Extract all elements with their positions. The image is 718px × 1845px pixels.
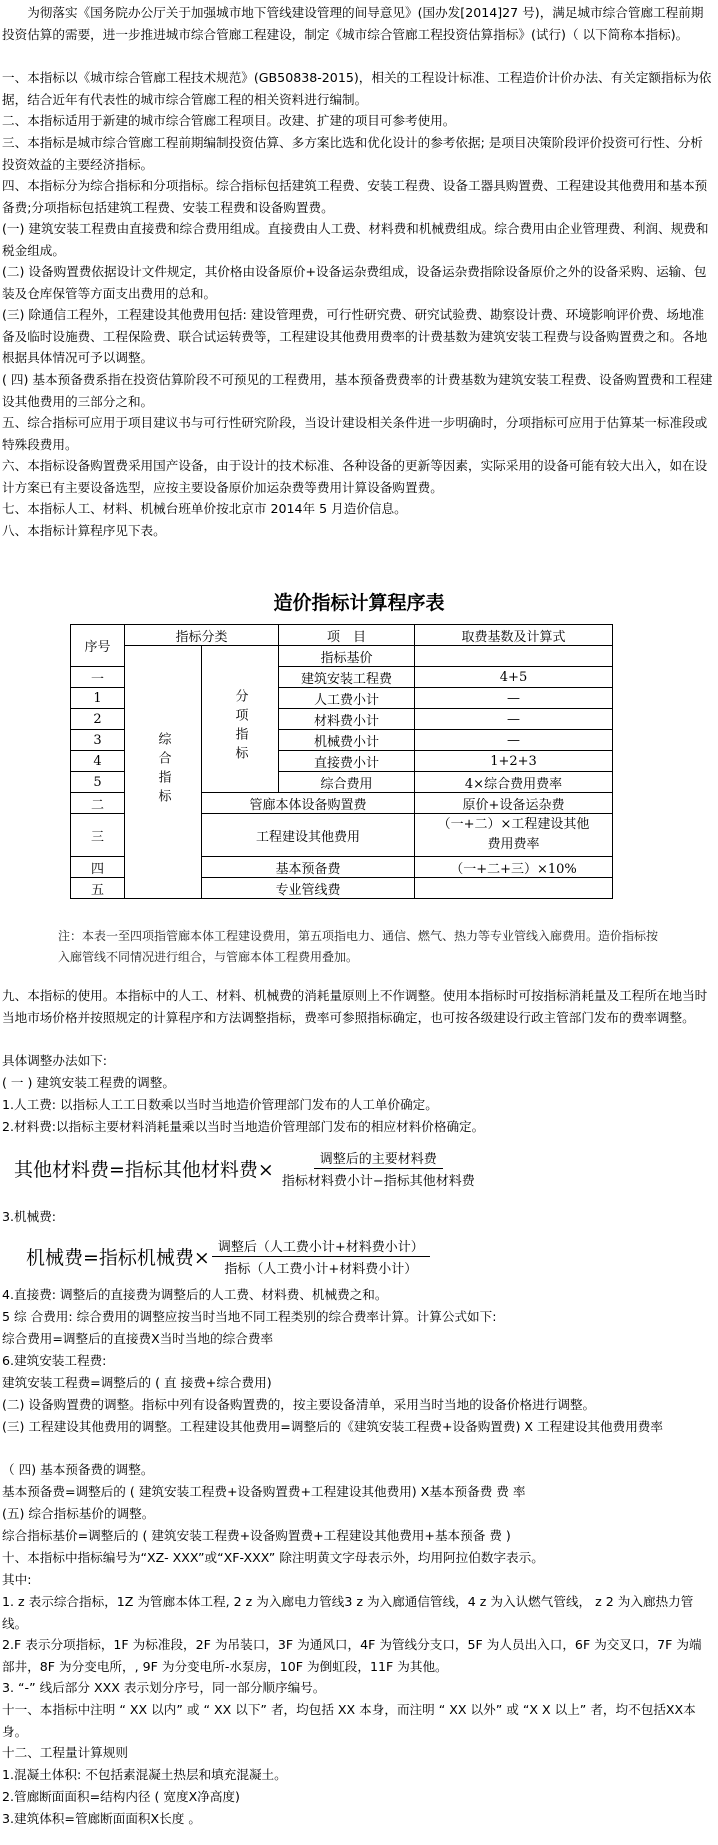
code-f: 2.F 表示分项指标，1F 为标准段，2F 为吊装口，3F 为通风口，4F 为管线分支口，5F 为人员出入口，6F 为交叉口，7F 为端部井，8F 为分变电所，, 9F 为分变电所-水泵房，10F 为倒虹段，11F 为其他。 [2,1637,702,1674]
adjust-composite: 5 综 合费用: 综合费用的调整应按当时当地不同工程类别的综合费率计算。计算公式如下: [2,1309,497,1324]
rule-concrete: 1.混凝土体积: 不包括素混凝土热层和填充混凝土。 [2,1767,287,1782]
formula-composite: 综合费用=调整后的直接费X当时当地的综合费率 [2,1331,274,1346]
clause-11: 十一、本指标中注明 “ XX 以内” 或 “ XX 以下” 者，均包括 XX 本身，而注明 “ XX 以外” 或 “X X 以上” 者，均不包括XX本身。 [2,1702,696,1739]
clause-8: 八、本指标计算程序见下表。 [2,523,166,538]
table-header-row [71,625,613,646]
clause-1: 一、本指标以《城市综合管廊工程技术规范》(GB50838-2015)，相关的工程设计标准、工程造价计价办法、有关定额指标为依据，结合近年有代表性的城市综合管廊工程的相关资料进行编制。 [2,70,712,107]
intro-paragraph: 为彻落实《国务院办公厅关于加强城市地下管线建设管理的间导意见》(国办发[2014]27 号)，满足城市综合管廊工程前期投资估算的需要，进一步推进城市综合管廊工程建设，制定《城市综合管廊工程投资估算指标》(试行)（ 以下简称本指标)。 [2,5,704,42]
code-z: 1. z 表示综合指标，1Z 为管廊本体工程, 2 z 为入廊电力管线3 z 为入廊通信管线，4 z 为入认燃气管线， z 2 为入廊热力管线。 [2,1594,694,1631]
adjust-4: （ 四) 基本预备费的调整。 [2,1462,154,1477]
row-item: 机械费小计 [279,730,415,751]
clause-4-2: (二) 设备购置费依据设计文件规定，其价格由设备原价+设备运杂费组成，设备运杂费指除设备原价之外的设备采购、运输、包装及仓库保管等方面支出费用的总和。 [2,264,707,301]
row-item: 工程建设其他费用 [202,814,415,857]
row-item: 指标基价 [279,646,415,667]
clause-5: 五、综合指标可应用于项目建议书与可行性研究阶段，当设计建设相关条件进一步明确时，分项指标可应用于估算某一标准段或特殊段费用。 [2,415,708,452]
row-item: 基本预备费 [202,857,415,878]
row-basis: 原价+设备运杂费 [415,793,613,814]
formula2-numerator: 调整后（人工费小计+材料费小计） [212,1236,430,1257]
clause-7: 七、本指标人工、材料、机械台班单价按北京市 2014年 5 月造价信息。 [2,501,407,516]
formula-base-price: 综合指标基价=调整后的 ( 建筑安装工程费+设备购置费+工程建设其他费用+基本预备 费 ) [2,1528,511,1543]
row-seq: 4 [71,751,125,772]
adjust-direct: 4.直接费: 调整后的直接费为调整后的人工费、材料费、机械费之和。 [2,1287,388,1302]
row-basis: — [415,709,613,730]
adjust-material: 2.材料费:以指标主要材料消耗量乘以当时当地造价管理部门发布的相应材料价格确定。 [2,1119,485,1134]
row-basis: — [415,730,613,751]
code-dash: 3. “-” 线后部分 XXX 表示划分序号，同一部分顺序编号。 [2,1680,326,1695]
row-basis: 4+5 [415,667,613,688]
adjust-machinery-label: 3.机械费: [2,1209,57,1224]
table-note: 注：本表一至四项指管廊本体工程建设费用，第五项指电力、通信、燃气、热力等专业管线入廊费用。造价指标按入廊管线不同情况进行组合，与管廊本体工程费用叠加。 [58,929,659,964]
clause-3: 三、本指标是城市综合管廊工程前期编制投资估算、多方案比选和优化设计的参考依据; 是项目决策阶段评价投资可行性、分析投资效益的主要经济指标。 [2,135,703,172]
header-item: 项 目 [279,625,415,646]
row-seq: 一 [71,667,125,688]
row-basis: 1+2+3 [415,751,613,772]
formula-reserve: 基本预备费=调整后的 ( 建筑安装工程费+设备购置费+工程建设其他费用) X基本预备费 费 率 [2,1484,526,1499]
adjust-3: (三) 工程建设其他费用的调整。工程建设其他费用=调整后的《建筑安装工程费+设备购置费) X 工程建设其他费用费率 [2,1419,663,1434]
row-seq: 二 [71,793,125,814]
row-item: 综合费用 [279,772,415,793]
row-basis: 4×综合费用费率 [415,772,613,793]
adjust-intro: 具体调整办法如下: [2,1053,107,1068]
table-title: 造价指标计算程序表 [273,592,445,614]
clause-4-4: ( 四) 基本预备费系指在投资估算阶段不可预见的工程费用，基本预备费费率的计费基数为建筑安装工程费、设备购置费和工程建设其他费用的三部分之和。 [2,372,713,409]
formula-machinery [26,1236,430,1277]
row-seq: 2 [71,709,125,730]
row-seq: 三 [71,814,125,857]
rule-volume: 3.建筑体积=管廊断面面积X长度 。 [2,1811,201,1826]
formula2-denominator: 指标（人工费小计+材料费小计） [224,1262,418,1277]
row-seq: 5 [71,772,125,793]
row-seq: 1 [71,688,125,709]
clause-12: 十二、工程量计算规则 [2,1745,128,1760]
group-composite-label: 综合指标 [155,732,171,808]
clause-4-1: (一) 建筑安装工程费由直接费和综合费用组成。直接费由人工费、材料费和机械费组成。综合费用由企业管理费、利润、规费和税金组成。 [2,221,709,258]
group-sub-cell [202,667,279,793]
row-item: 专业管线费 [202,878,415,899]
rule-section: 2.管廊断面面积=结构内径 ( 宽度X净高度) [2,1789,240,1804]
formula1-numerator: 调整后的主要材料费 [314,1148,443,1169]
row-item: 材料费小计 [279,709,415,730]
adjust-2: (二) 设备购置费的调整。指标中列有设备购置费的，按主要设备清单，采用当时当地的设备价格进行调整。 [2,1397,596,1412]
clause-4: 四、本指标分为综合指标和分项指标。综合指标包括建筑工程费、安装工程费、设备工器具购置费、工程建设其他费用和基本预备费;分项指标包括建筑工程费、安装工程费和设备购置费。 [2,178,708,215]
table-row [71,646,613,667]
row-item: 人工费小计 [279,688,415,709]
formula1-fraction [276,1148,481,1189]
among-label: 其中: [2,1572,32,1587]
adjust-5: (五) 综合指标基价的调整。 [2,1506,155,1521]
row-item: 管廊本体设备购置费 [202,793,415,814]
row-item: 建筑安装工程费 [279,667,415,688]
row-seq: 五 [71,878,125,899]
row-basis: （一+二）×工程建设其他费用费率 [415,814,613,857]
row-basis [415,646,613,667]
cost-calculation-table [70,624,613,899]
formula-build: 建筑安装工程费=调整后的 ( 直 接费+综合费用) [2,1375,272,1390]
row-basis: — [415,688,613,709]
adjust-labor: 1.人工费: 以指标人工工日数乘以当时当地造价管理部门发布的人工单价确定。 [2,1097,438,1112]
formula1-lhs: 其他材料费=指标其他材料费× [14,1159,274,1181]
header-basis: 取费基数及计算式 [415,625,613,646]
clause-10: 十、本指标中指标编号为“XZ- XXX”或“XF-XXX” 除注明黄文字母表示外，均用阿拉伯数字表示。 [2,1550,544,1565]
row-item: 直接费小计 [279,751,415,772]
clause-2: 二、本指标适用于新建的城市综合管廊工程项目。改建、扩建的项目可参考使用。 [2,113,456,128]
header-category: 指标分类 [125,625,279,646]
formula-other-material [14,1148,481,1189]
clause-9: 九、本指标的使用。本指标中的人工、材料、机械费的消耗量原则上不作调整。使用本指标时可按指标消耗量及工程所在地当时当地市场价格并按照规定的计算程序和方法调整指标，费率可参照指标确定，也可按各级建设行政主管部门发布的费率调整。 [2,988,708,1025]
formula2-lhs: 机械费=指标机械费× [26,1247,210,1269]
clause-4-3: (三) 除通信工程外，工程建设其他费用包括: 建设管理费，可行性研究费、研究试验费、勘察设计费、环境影响评价费、场地准备及临时设施费、工程保险费、联合试运转费等，工程建设其他费用费率的计费基数为建筑安装工程费与设备购置费之和。各地根据具体情况可予以调整。 [2,307,708,366]
row-seq: 四 [71,857,125,878]
header-seq: 序号 [71,625,125,667]
formula1-denominator: 指标材料费小计−指标其他材料费 [281,1174,475,1189]
adjust-build-label: 6.建筑安装工程费: [2,1353,107,1368]
clause-6: 六、本指标设备购置费采用国产设备，由于设计的技术标准、各种设备的更新等因素，实际采用的设备可能有较大出入，如在设计方案已有主要设备选型，应按主要设备原价加运杂费等费用计算设备购置费。 [2,458,708,495]
group-composite-cell [125,646,202,899]
row-basis [415,878,613,899]
group-sub-label: 分项指标 [232,689,248,766]
row-seq: 3 [71,730,125,751]
formula2-fraction [212,1236,430,1277]
row-basis: （一+二+三）×10% [415,857,613,878]
adjust-1: ( 一 ) 建筑安装工程费的调整。 [2,1075,175,1090]
